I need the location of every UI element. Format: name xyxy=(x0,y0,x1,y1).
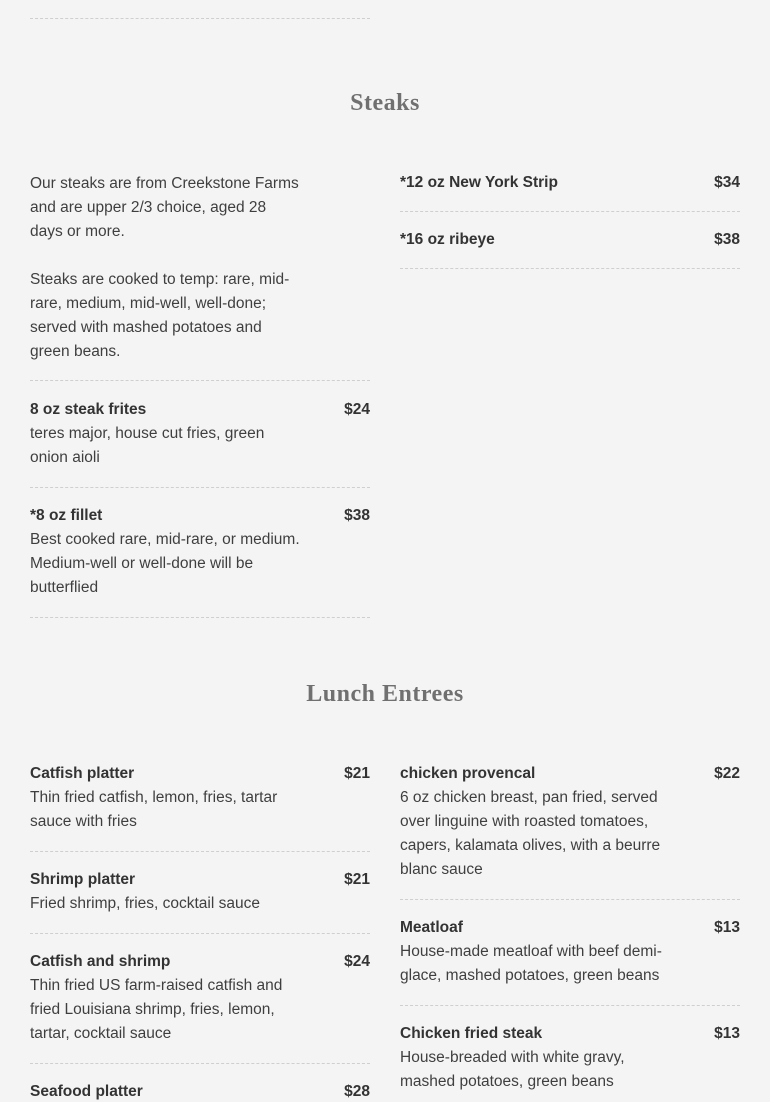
item-price: $13 xyxy=(714,919,740,936)
menu-item xyxy=(400,1006,740,1102)
item-price: $22 xyxy=(714,765,740,782)
item-description: House-made meatloaf with beef demi-glace, mashed potatoes, green beans xyxy=(400,943,662,984)
menu-item xyxy=(30,934,370,1064)
item-price: $28 xyxy=(344,1083,370,1100)
item-name: *16 oz ribeye xyxy=(400,231,495,248)
item-name: *8 oz fillet xyxy=(30,507,103,524)
section-title-lunch-entrees: Lunch Entrees xyxy=(306,681,464,707)
item-name: chicken provencal xyxy=(400,765,536,782)
steaks-intro-text: Our steaks are from Creekstone Farms and are upper 2/3 choice, aged 28 days or more. xyxy=(30,175,299,240)
menu-item xyxy=(30,763,370,852)
menu-item xyxy=(30,852,370,934)
item-price: $21 xyxy=(344,765,370,782)
steaks-right-column xyxy=(400,172,740,269)
item-name: Catfish and shrimp xyxy=(30,953,171,970)
item-price: $24 xyxy=(344,953,370,970)
item-description: House-breaded with white gravy, mashed potatoes, green beans xyxy=(400,1049,625,1090)
item-price: $38 xyxy=(344,507,370,524)
steaks-intro xyxy=(30,172,300,364)
item-price: $13 xyxy=(714,1025,740,1042)
item-name: Shrimp platter xyxy=(30,871,136,888)
steaks-intro-text: Steaks are cooked to temp: rare, mid-rare, medium, mid-well, well-done; served with mashed potatoes and green beans. xyxy=(30,271,290,360)
menu-item xyxy=(400,212,740,269)
menu-item xyxy=(30,381,370,488)
item-description: Best cooked rare, mid-rare, or medium. Medium-well or well-done will be butterflied xyxy=(30,531,300,596)
item-name: 8 oz steak frites xyxy=(30,401,147,418)
item-price: $24 xyxy=(344,401,370,418)
lunch-right-column xyxy=(400,763,740,1102)
menu-item xyxy=(400,172,740,212)
item-name: Meatloaf xyxy=(400,919,463,936)
steaks-left-column xyxy=(30,172,370,618)
item-name: Chicken fried steak xyxy=(400,1025,543,1042)
menu-item xyxy=(30,1064,370,1102)
item-price: $34 xyxy=(714,174,740,191)
item-description: Fried shrimp, fries, cocktail sauce xyxy=(30,895,260,912)
menu-item xyxy=(400,763,740,900)
item-price: $21 xyxy=(344,871,370,888)
item-description: Thin fried catfish, lemon, fries, tartar sauce with fries xyxy=(30,789,278,830)
lunch-left-column xyxy=(30,763,370,1102)
item-description: teres major, house cut fries, green onion aioli xyxy=(30,425,265,466)
section-title-steaks: Steaks xyxy=(350,90,420,116)
menu-item xyxy=(30,488,370,618)
item-name: Catfish platter xyxy=(30,765,135,782)
item-description: Thin fried US farm-raised catfish and fried Louisiana shrimp, fries, lemon, tartar, cocktail sauce xyxy=(30,977,283,1042)
menu-item xyxy=(400,900,740,1006)
divider xyxy=(30,18,370,19)
item-name: *12 oz New York Strip xyxy=(400,174,558,191)
item-price: $38 xyxy=(714,231,740,248)
item-name: Seafood platter xyxy=(30,1083,143,1100)
item-description: 6 oz chicken breast, pan fried, served over linguine with roasted tomatoes, capers, kalamata olives, with a beurre blanc sauce xyxy=(400,789,661,878)
